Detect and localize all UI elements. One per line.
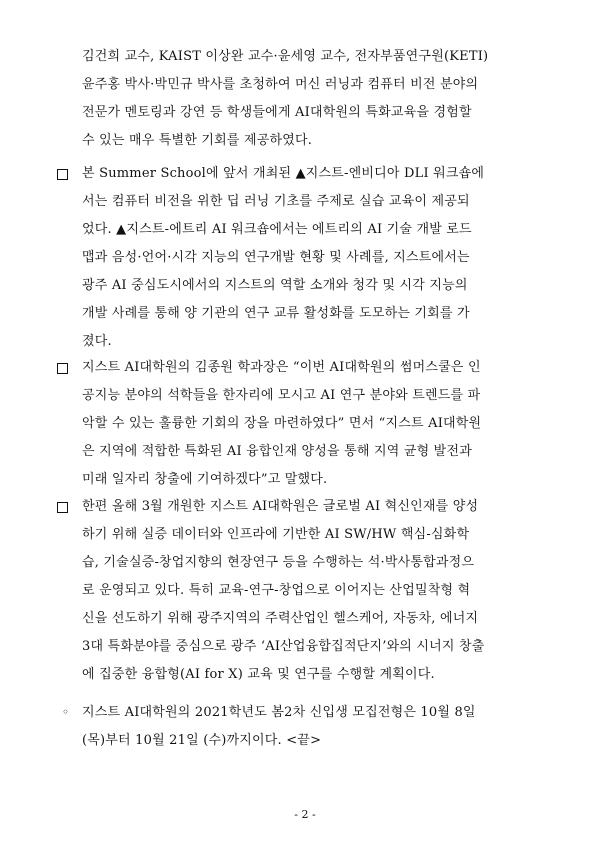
text-line: 개발 사례를 통해 양 기관의 연구 교류 활성화를 도모하는 기회를 가 bbox=[82, 306, 470, 321]
text-line: 신을 선도하기 위해 광주지역의 주력산업인 헬스케어, 자동차, 에너지 bbox=[82, 611, 479, 626]
text-line: 3대 특화분야를 중심으로 광주 ‘AI산업융합집적단지’와의 시너지 창출 bbox=[82, 639, 485, 654]
checkbox-bullet bbox=[57, 363, 68, 374]
text-line: 전문가 멘토링과 강연 등 학생들에게 AI대학원의 특화교육을 경험할 bbox=[82, 105, 472, 120]
checkbox-bullet bbox=[57, 169, 68, 180]
text-line: 윤주홍 박사·박민규 박사를 초청하여 머신 러닝과 컴퓨터 비전 분야의 bbox=[82, 77, 479, 92]
text-line: 서는 컴퓨터 비전을 위한 딥 러닝 기초를 주제로 실습 교육이 제공되 bbox=[82, 194, 470, 209]
text-line: 광주 AI 중심도시에서의 지스트의 역할 소개와 청각 및 시각 지능의 bbox=[82, 278, 468, 293]
text-line: 하기 위해 실증 데이터와 인프라에 기반한 AI SW/HW 핵심-심화학 bbox=[82, 527, 470, 542]
text-line: 공지능 분야의 석학들을 한자리에 모시고 AI 연구 분야와 트렌드를 파 bbox=[82, 388, 481, 403]
text-line: 지스트 AI대학원의 김종원 학과장은 “이번 AI대학원의 썸머스쿨은 인 bbox=[82, 360, 481, 375]
page-number: - 2 - bbox=[294, 808, 316, 821]
text-line: 은 지역에 적합한 특화된 AI 융합인재 양성을 통해 지역 균형 발전과 bbox=[82, 444, 472, 459]
circle-bullet-icon: ◦ bbox=[62, 705, 70, 719]
text-line: 한편 올해 3월 개원한 지스트 AI대학원은 글로벌 AI 혁신인재를 양성 bbox=[82, 499, 479, 514]
text-line: 미래 일자리 창출에 기여하겠다”고 말했다. bbox=[82, 472, 328, 487]
text-line: 수 있는 매우 특별한 기회를 제공하였다. bbox=[82, 133, 313, 148]
text-line: 었다. ▲지스트-에트리 AI 워크숍에서는 에트리의 AI 기술 개발 로드 bbox=[82, 222, 472, 237]
text-line: 졌다. bbox=[82, 334, 112, 349]
text-line: 지스트 AI대학원의 2021학년도 봄2차 신입생 모집전형은 10월 8일 bbox=[82, 705, 476, 720]
text-line: 악할 수 있는 훌륭한 기회의 장을 마련하였다” 면서 “지스트 AI대학원 bbox=[82, 416, 482, 431]
text-line: 로 운영되고 있다. 특히 교육-연구-창업으로 이어지는 산업밀착형 혁 bbox=[82, 583, 471, 598]
text-line: 습, 기술실증-창업지향의 현장연구 등을 수행하는 석·박사통합과정으 bbox=[82, 555, 475, 570]
text-line: 맵과 음성·언어·시각 지능의 연구개발 현황 및 사례를, 지스트에서는 bbox=[82, 250, 470, 265]
text-line: (목)부터 10월 21일 (수)까지이다. <끝> bbox=[82, 733, 322, 748]
checkbox-bullet bbox=[57, 502, 68, 513]
text-line: 김건희 교수, KAIST 이상완 교수·윤세영 교수, 전자부품연구원(KETI) bbox=[82, 49, 489, 64]
text-line: 에 집중한 융합형(AI for X) 교육 및 연구를 수행할 계획이다. bbox=[82, 667, 435, 682]
text-line: 본 Summer School에 앞서 개최된 ▲지스트-엔비디아 DLI 워크숍에 bbox=[82, 166, 485, 181]
